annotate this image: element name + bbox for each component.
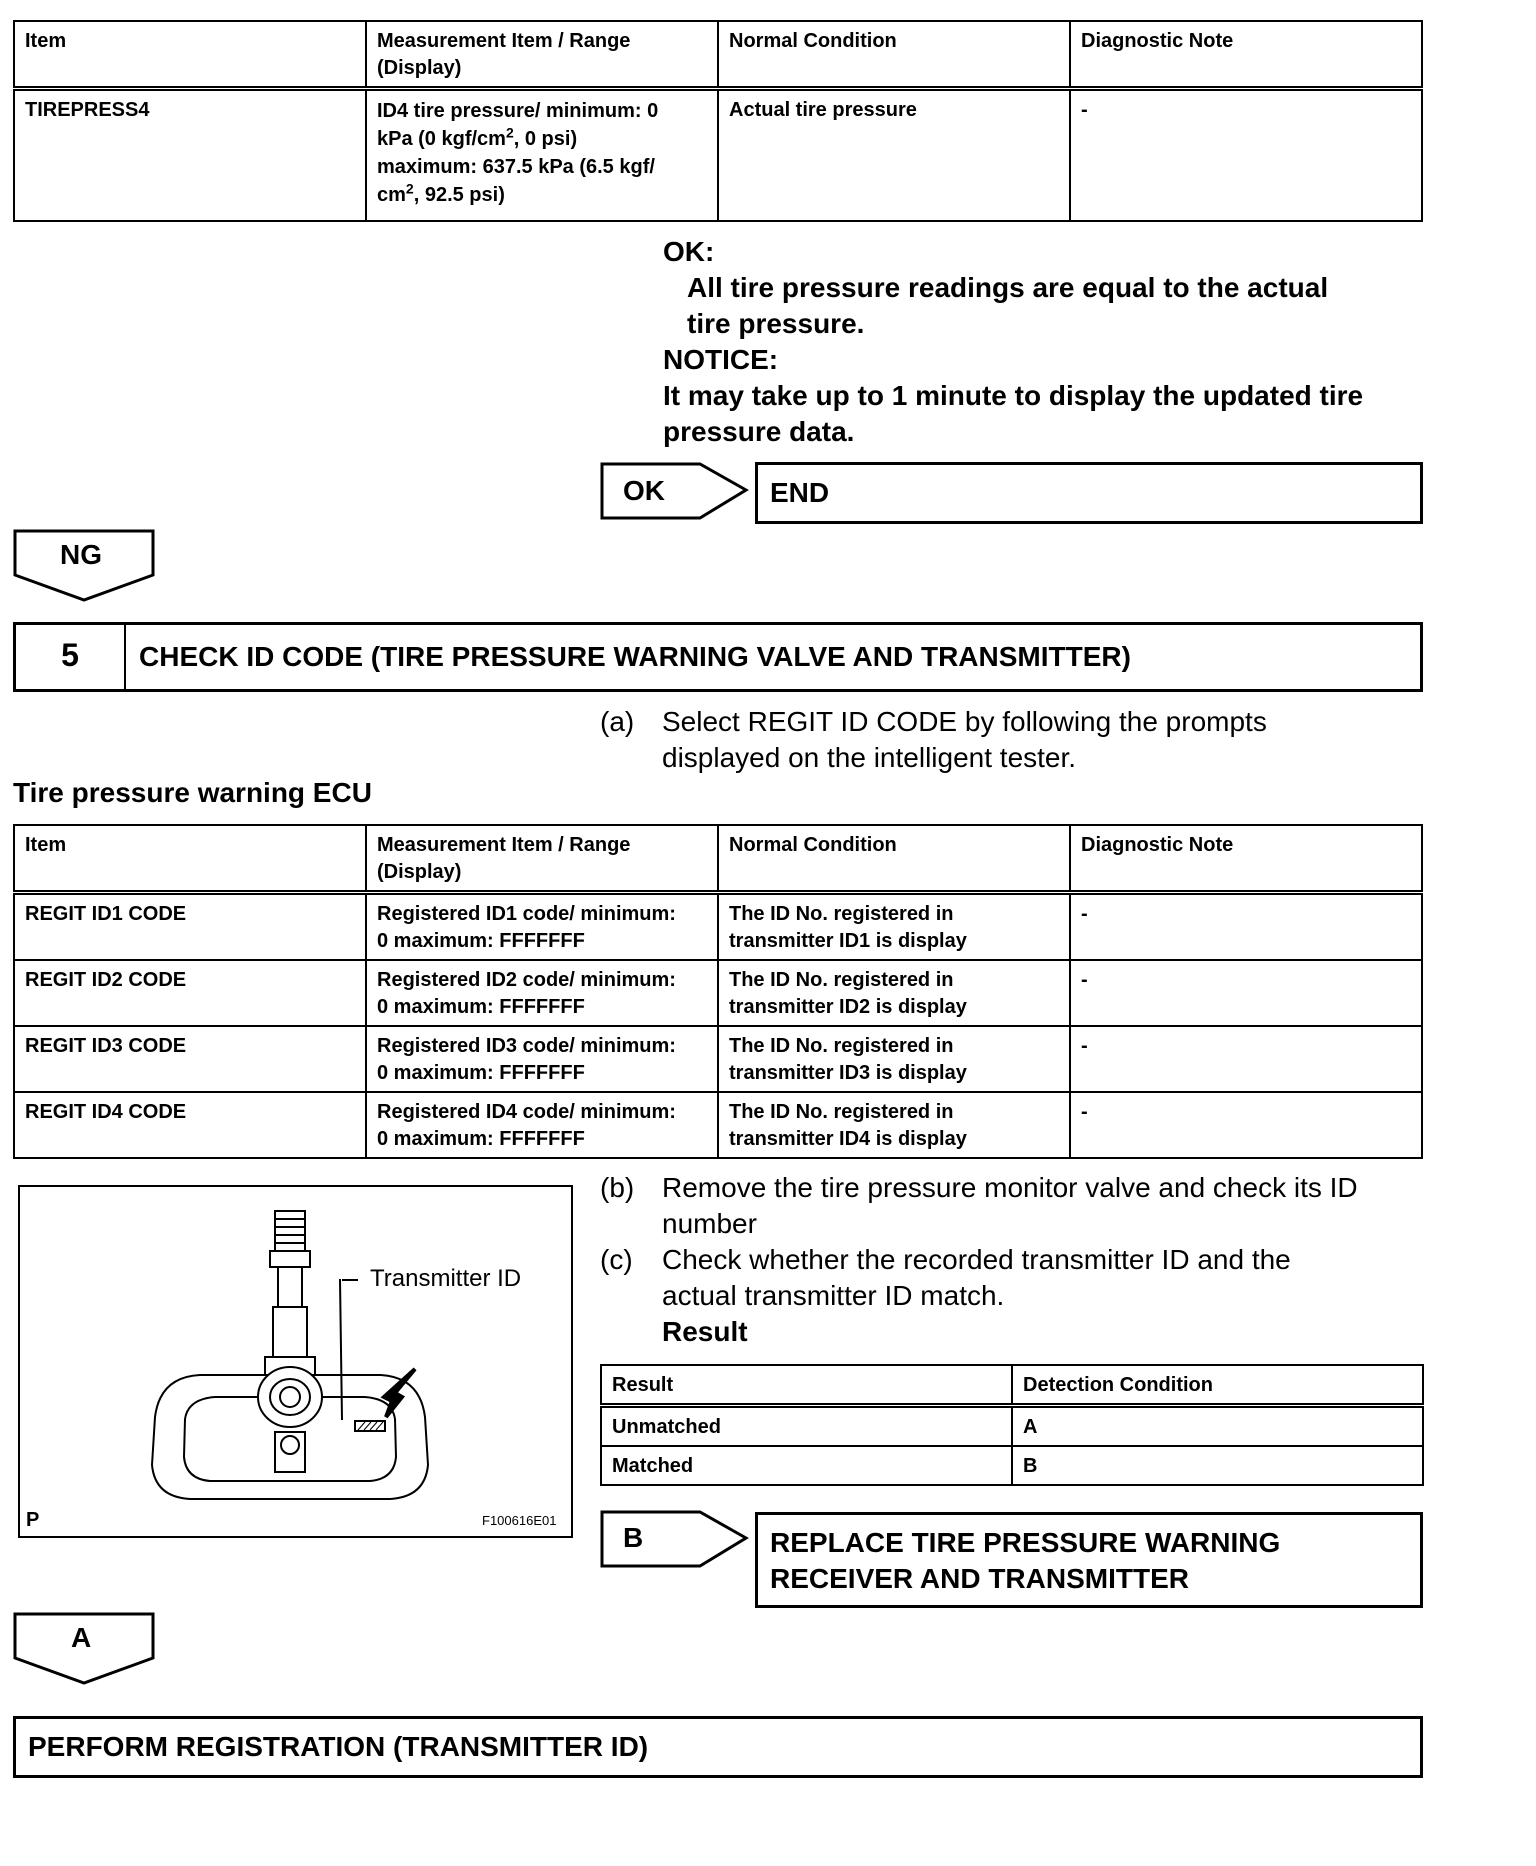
header-item: Item [14, 21, 366, 89]
valve-figure [18, 1185, 573, 1538]
step5-header [13, 622, 1423, 692]
step-a-marker: (a) [600, 706, 635, 737]
step5-number: 5 [16, 625, 126, 689]
step6-header [13, 1716, 1423, 1778]
regit-id-table [13, 824, 1423, 1159]
table-row: REGIT ID3 CODE Registered ID3 code/ minimum: 0 maximum: FFFFFFF The ID No. registered in transmitter ID3 is display - [14, 1026, 1422, 1092]
header-normal-condition: Normal Condition [718, 825, 1070, 893]
ok-flow-label: OK [623, 475, 665, 506]
table-row: REGIT ID1 CODE Registered ID1 code/ minimum: 0 maximum: FFFFFFF The ID No. registered in transmitter ID1 is display - [14, 893, 1422, 961]
cell-normal: Actual tire pressure [718, 89, 1070, 221]
tirepress-table [13, 20, 1423, 222]
end-label: END [770, 477, 830, 508]
tire-valve-illustration [20, 1187, 571, 1536]
header-result: Result [601, 1365, 1012, 1406]
table-row: Matched B [601, 1446, 1423, 1485]
result-label: Result [662, 1316, 748, 1347]
notice-text: It may take up to 1 minute to display the updated tire pressure data. [663, 380, 1364, 447]
header-normal-condition: Normal Condition [718, 21, 1070, 89]
result-table [600, 1364, 1424, 1486]
header-diagnostic-note: Diagnostic Note [1070, 21, 1422, 89]
figure-corner-label: P [26, 1509, 40, 1531]
ok-label: OK: [663, 236, 715, 267]
cell-range: ID4 tire pressure/ minimum: 0 kPa (0 kgf/$cm^2$, 0 psi) maximum: 637.5 kPa (6.5 kgf/ $cm^2$, 92.5 psi) [366, 89, 718, 221]
table-row: REGIT ID2 CODE Registered ID2 code/ minimum: 0 maximum: FFFFFFF The ID No. registered in transmitter ID2 is display - [14, 960, 1422, 1026]
header-diagnostic-note: Diagnostic Note [1070, 825, 1422, 893]
table-row: Unmatched A [601, 1406, 1423, 1447]
header-item: Item [14, 825, 366, 893]
replace-box: REPLACE TIRE PRESSURE WARNING RECEIVER AND TRANSMITTER [755, 1512, 1423, 1608]
header-measurement: Measurement Item / Range (Display) [366, 825, 718, 893]
figure-code: F100616E01 [482, 1513, 557, 1528]
ecu-title: Tire pressure warning ECU [13, 777, 372, 808]
notice-label: NOTICE: [663, 344, 779, 375]
step5-title: CHECK ID CODE (TIRE PRESSURE WARNING VALVE AND TRANSMITTER) [139, 641, 1131, 672]
step-a-text: Select REGIT ID CODE by following the prompts displayed on the intelligent tester. [662, 706, 1267, 773]
header-measurement: Measurement Item / Range (Display) [366, 21, 718, 89]
step-b-marker: (b) [600, 1172, 635, 1203]
step-b-text: Remove the tire pressure monitor valve and check its ID number [662, 1172, 1358, 1239]
b-flow-label: B [623, 1522, 644, 1553]
cell-item: TIREPRESS4 [14, 89, 366, 221]
end-box [755, 462, 1423, 524]
step-c-text: Check whether the recorded transmitter ID and the actual transmitter ID match. [662, 1244, 1291, 1311]
ng-label: NG [60, 539, 102, 570]
step6-title: PERFORM REGISTRATION (TRANSMITTER ID) [28, 1731, 649, 1762]
step-c-marker: (c) [600, 1244, 633, 1275]
ok-text: All tire pressure readings are equal to the actual tire pressure. [687, 272, 1329, 339]
cell-note: - [1070, 89, 1422, 221]
header-detection-condition: Detection Condition [1012, 1365, 1423, 1406]
transmitter-id-callout: Transmitter ID [370, 1265, 522, 1292]
table-row: REGIT ID4 CODE Registered ID4 code/ minimum: 0 maximum: FFFFFFF The ID No. registered in transmitter ID4 is display - [14, 1092, 1422, 1158]
a-label: A [71, 1622, 92, 1653]
